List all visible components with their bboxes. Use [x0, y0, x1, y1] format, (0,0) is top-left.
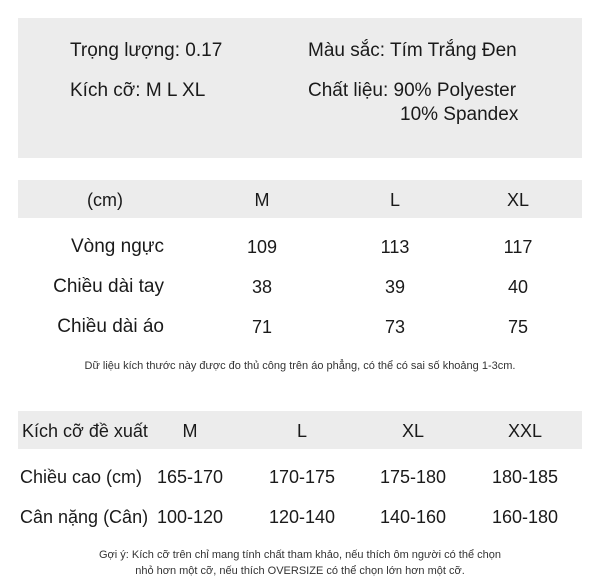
measure-header-m: M	[254, 190, 270, 210]
measure-cell: 38	[251, 277, 273, 297]
recommend-cell: 160-180	[491, 507, 559, 527]
recommend-row-label: Cân nặng (Cân)	[20, 507, 149, 527]
weight-text: Trọng lượng: 0.17	[70, 40, 223, 61]
measure-cell: 117	[503, 237, 533, 257]
sizes-text: Kích cỡ: M L XL	[70, 80, 206, 101]
recommend-cell: 170-175	[268, 467, 336, 487]
measure-row-label: Chiều dài áo	[57, 316, 164, 337]
recommend-cell: 175-180	[379, 467, 447, 487]
measure-cell: 71	[251, 317, 273, 337]
recommend-header-xl: XL	[401, 421, 425, 441]
recommend-cell: 100-120	[156, 507, 224, 527]
color-text: Màu sắc: Tím Trắng Đen	[308, 40, 517, 61]
measure-cell: 75	[507, 317, 529, 337]
measure-cell: 113	[380, 237, 410, 257]
measure-note: Dữ liệu kích thước này được đo thủ công trên áo phẳng, có thể có sai số khoảng 1-3cm.	[84, 360, 516, 372]
recommend-cell: 180-185	[491, 467, 559, 487]
recommend-row-label: Chiều cao (cm)	[20, 467, 143, 487]
recommend-cell: 165-170	[156, 467, 224, 487]
measure-row-label: Vòng ngực	[70, 236, 164, 257]
recommend-header-title: Kích cỡ đề xuất	[22, 421, 148, 441]
recommend-header-m: M	[182, 421, 198, 441]
recommend-note-line2: nhỏ hơn một cỡ, nếu thích OVERSIZE có thể chọn lớn hơn một cỡ.	[135, 565, 465, 577]
recommend-cell: 140-160	[379, 507, 447, 527]
measure-row-label: Chiều dài tay	[53, 276, 164, 297]
measure-header-xl: XL	[506, 190, 530, 210]
measure-header-unit: (cm)	[87, 190, 123, 210]
measure-cell: 109	[246, 237, 278, 257]
material-text: Chất liệu: 90% Polyester	[308, 80, 517, 101]
measure-cell: 39	[384, 277, 406, 297]
recommend-cell: 120-140	[268, 507, 336, 527]
recommend-note-line1: Gợi ý: Kích cỡ trên chỉ mang tính chất tham khảo, nếu thích ôm người có thể chọn	[99, 549, 501, 561]
measure-cell: 40	[507, 277, 529, 297]
material-text-line2: 10% Spandex	[400, 104, 519, 125]
recommend-header-xxl: XXL	[507, 421, 543, 441]
measure-header-l: L	[389, 190, 400, 210]
measure-cell: 73	[384, 317, 406, 337]
recommend-header-l: L	[296, 421, 307, 441]
